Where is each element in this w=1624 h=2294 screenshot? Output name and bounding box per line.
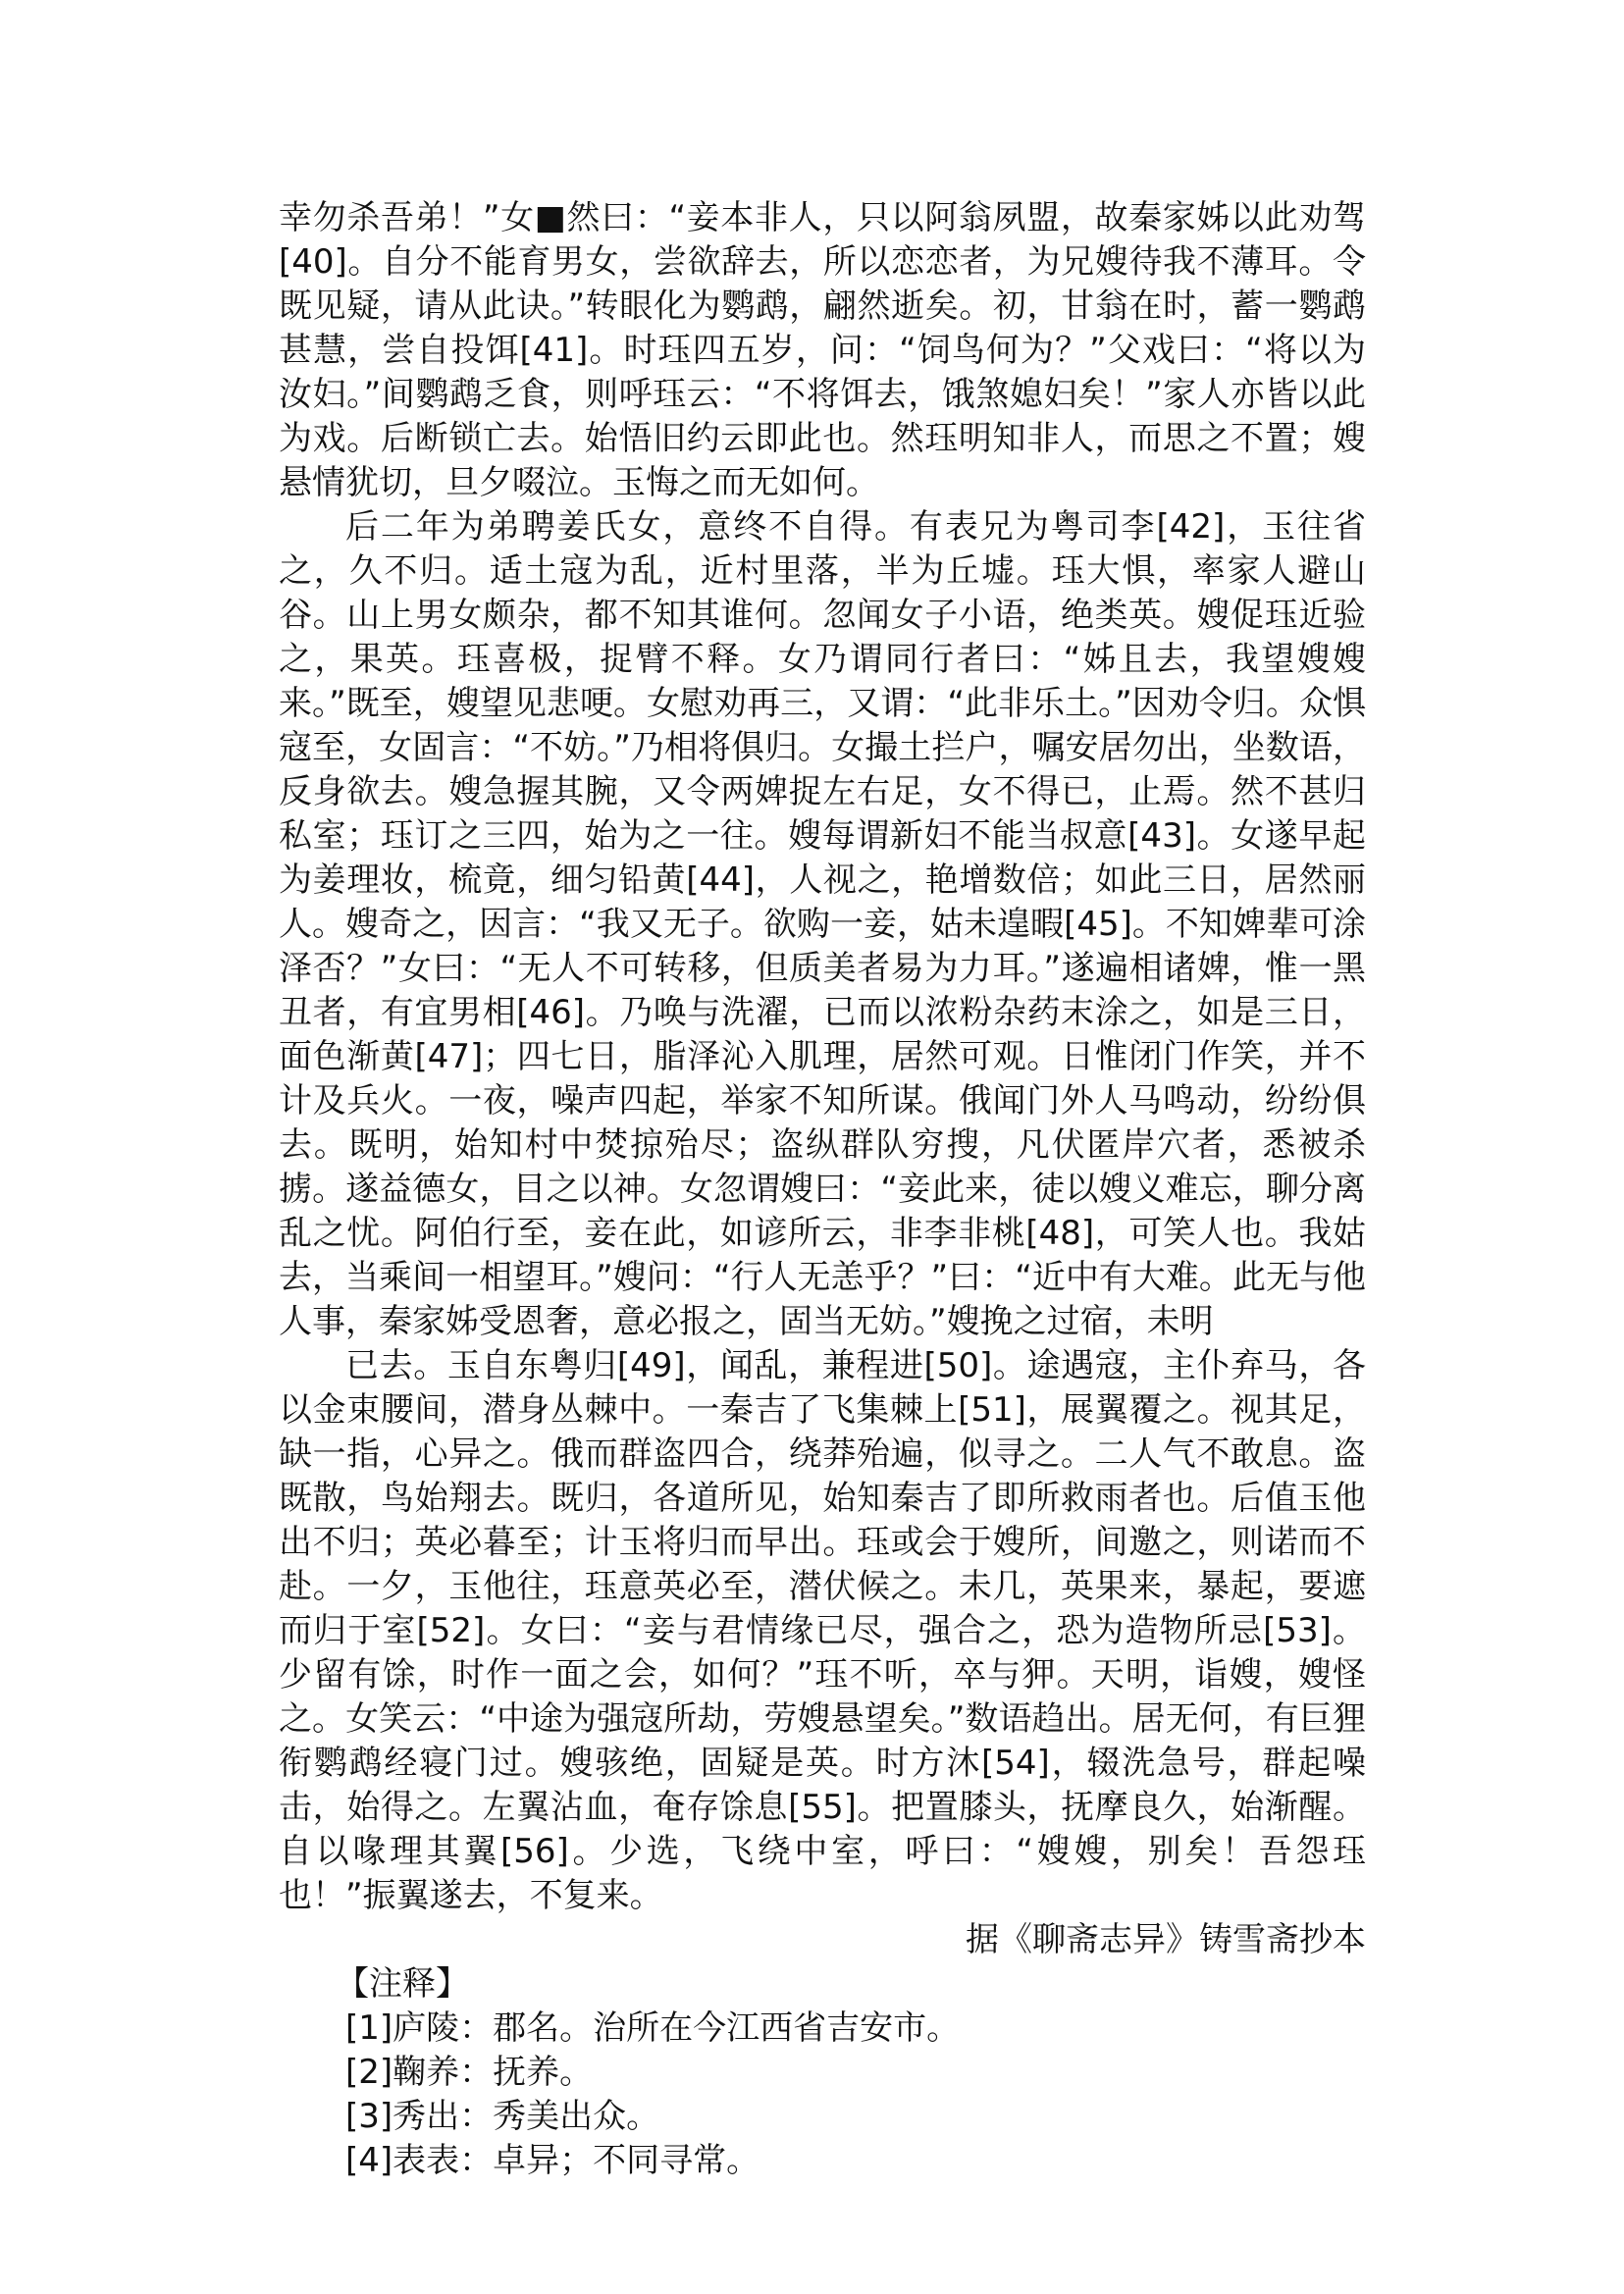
source-citation: 据《聊斋志异》铸雪斋抄本 (966, 1920, 1366, 1959)
note-item: [3]秀出：秀美出众。 (345, 2097, 660, 2136)
text-body (279, 196, 1366, 2183)
paragraph-3: 已去。玉自东粤归[49]，闻乱，兼程进[50]。途遇寇，主仆弃马，各以金束腰间，潜身丛棘中。一秦吉了飞集棘上[51]，展翼覆之。视其足，缺一指，心异之。俄而群盗四合，绕莽殆遍，似寻之。二人气不敢息。盗既散，鸟始翔去。既归，各道所见，始知秦吉了即所救雨者也。后值玉他出不归；英必暮至；计玉将归而早出。珏或会于嫂所，间邀之，则诺而不赴。一夕，玉他往，珏意英必至，潜伏候之。未几，英果来，暴起，要遮而归于室[52]。女曰：“妾与君情缘已尽，强合之，恐为造物所忌[53]。少留有馀，时作一面之会，如何？”珏不听，卒与狎。天明，诣嫂，嫂怪之。女笑云：“中途为强寇所劫，劳嫂悬望矣。”数语趋出。居无何，有巨狸衔鹦鹉经寝门过。嫂骇绝，固疑是英。时方沐[54]，辍洗急号，群起噪击，始得之。左翼沾血，奄存馀息[55]。把置膝头，抚摩良久，始渐醒。自以喙理其翼[56]。少选，飞绕中室，呼曰：“嫂嫂，别矣！吾怨珏也！”振翼遂去，不复来。 (279, 1346, 1366, 1915)
note-item: [2]鞠养：抚养。 (345, 2053, 594, 2092)
paragraph-1: 幸勿杀吾弟！”女■然曰：“妾本非人，只以阿翁夙盟，故秦家姊以此劝驾[40]。自分不能育男女，尝欲辞去，所以恋恋者，为兄嫂待我不薄耳。令既见疑，请从此诀。”转眼化为鹦鹉，翩然逝矣。初，甘翁在时，蓄一鹦鹉甚慧，尝自投饵[41]。时珏四五岁，问：“饲鸟何为？”父戏曰：“将以为汝妇。”间鹦鹉乏食，则呼珏云：“不将饵去，饿煞媳妇矣！”家人亦皆以此为戏。后断锁亡去。始悟旧约云即此也。然珏明知非人，而思之不置；嫂悬情犹切，旦夕啜泣。玉悔之而无如何。 (279, 198, 1366, 502)
paragraph-2: 后二年为弟聘姜氏女，意终不自得。有表兄为粤司李[42]，玉往省之，久不归。适土寇为乱，近村里落，半为丘墟。珏大惧，率家人避山谷。山上男女颇杂，都不知其谁何。忽闻女子小语，绝类英。嫂促珏近验之，果英。珏喜极，捉臂不释。女乃谓同行者曰：“姊且去，我望嫂嫂来。”既至，嫂望见悲哽。女慰劝再三，又谓：“此非乐土。”因劝令归。众惧寇至，女固言：“不妨。”乃相将俱归。女撮土拦户，嘱安居勿出，坐数语，反身欲去。嫂急握其腕，又令两婢捉左右足，女不得已，止焉。然不甚归私室；珏订之三四，始为之一往。嫂每谓新妇不能当叔意[43]。女遂早起为姜理妆，梳竟，细匀铅黄[44]，人视之，艳增数倍；如此三日，居然丽人。嫂奇之，因言：“我又无子。欲购一妾，姑未遑暇[45]。不知婢辈可涂泽否？”女曰：“无人不可转移，但质美者易为力耳。”遂遍相诸婢，惟一黑丑者，有宜男相[46]。乃唤与洗濯，已而以浓粉杂药末涂之，如是三日，面色渐黄[47]；四七日，脂泽沁入肌理，居然可观。日惟闭门作笑，并不计及兵火。一夜，噪声四起，举家不知所谋。俄闻门外人马鸣动，纷纷俱去。既明，始知村中焚掠殆尽；盗纵群队穷搜，凡伏匿岸穴者，悉被杀掳。遂益德女，目之以神。女忽谓嫂曰：“妾此来，徒以嫂义难忘，聊分离乱之忧。阿伯行至，妾在此，如谚所云，非李非桃[48]，可笑人也。我姑去，当乘间一相望耳。”嫂问：“行人无恙乎？”曰：“近中有大难。此无与他人事，秦家姊受恩奢，意必报之，固当无妨。”嫂挽之过宿，未明 (279, 507, 1366, 1341)
note-item: [1]庐陵：郡名。治所在今江西省吉安市。 (345, 2008, 961, 2048)
notes-heading: 【注释】 (336, 1964, 469, 2004)
note-item: [4]表表：卓异；不同寻常。 (345, 2141, 760, 2180)
